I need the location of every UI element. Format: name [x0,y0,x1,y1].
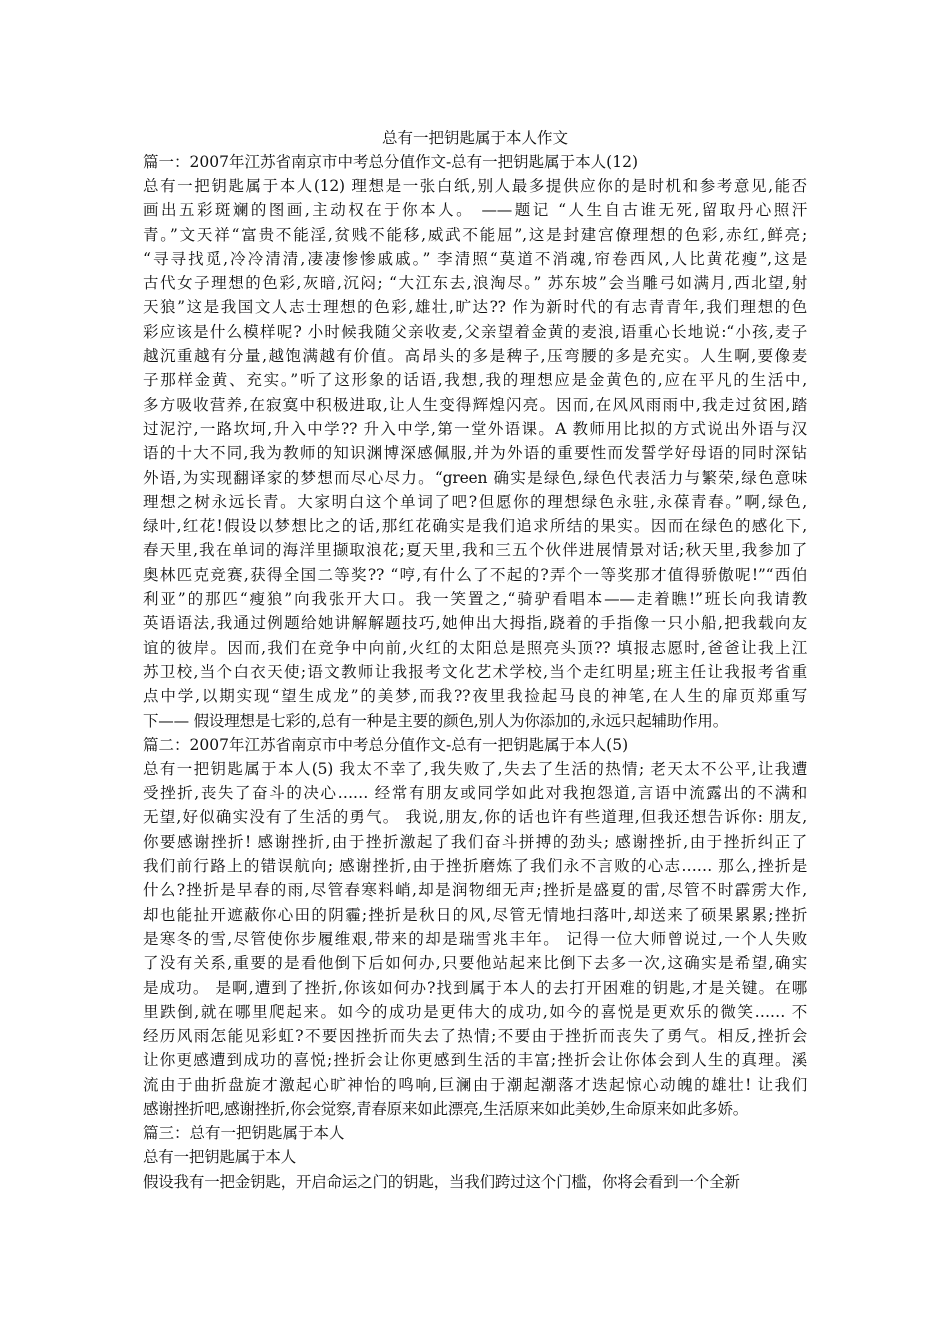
paragraph-line: 利亚”的那匹“瘦狼”向我张开大口。我一笑置之,“骑驴看唱本——走着瞧!”班长向我请教 [143,590,807,609]
paragraph-line: 流由于曲折盘旋才激起心旷神怡的鸣响,巨澜由于潮起潮落才迭起惊心动魄的雄壮! 让我们 [143,1075,807,1094]
paragraph-line: 苏卫校,当个白衣天使;语文教师让我报考文化艺术学校,当个走红明星;班主任让我报考省重 [143,662,807,681]
paragraph-line: 春天里,我在单词的海洋里撷取浪花;夏天里,我和三五个伙伴进展情景对话;秋天里,我参加了 [143,541,807,560]
paragraph-line: 古代女子理想的色彩,灰暗,沉闷; “大江东去,浪淘尽。” 苏东坡”会当雕弓如满月,西北望,射 [143,274,807,293]
paragraph-line: 天狼”这是我国文人志士理想的色彩,雄壮,旷达?? 作为新时代的有志青青年,我们理想的色 [143,298,807,317]
paragraph-line: 你要感谢挫折! 感谢挫折,由于挫折激起了我们奋斗拼搏的劲头; 感谢挫折,由于挫折纠正了 [143,832,807,851]
document-page [143,126,807,1194]
paragraph-line: 越沉重越有分量,越饱满越有价值。高昂头的多是稗子,压弯腰的多是充实。人生啊,要像麦 [143,347,807,366]
paragraph-line: 谊的彼岸。因而,我们在竞争中向前,火红的太阳总是照亮头顶?? 填报志愿时,爸爸让我上江 [143,638,807,657]
paragraph-line: 我们前行路上的错误航向; 感谢挫折,由于挫折磨炼了我们永不言败的心志…… 那么,挫折是 [143,857,807,876]
paragraph-line: 受挫折,丧失了奋斗的决心…… 经常有朋友或同学如此对我抱怨道,言语中流露出的不满和 [143,784,807,803]
paragraph-line: 多方吸收营养,在寂寞中积极进取,让人生变得辉煌闪亮。因而,在风风雨雨中,我走过贫困,踏 [143,395,807,414]
paragraph-line: 却也能扯开遮蔽你心田的阴霾;挫折是秋日的风,尽管无情地扫落叶,却送来了硕果累累;挫折 [143,905,807,924]
paragraph-line: 绿叶,红花!假设以梦想比之的话,那红花确实是我们追求所结的果实。因而在绿色的感化下, [143,517,807,536]
paragraph-line: 奥林匹克竞赛,获得全国二等奖?? “哼,有什么了不起的?弄个一等奖那才值得骄傲呢!”“西伯 [143,565,807,584]
section-heading: 篇二：2007年江苏省南京市中考总分值作文-总有一把钥匙属于本人(5) [143,735,629,754]
paragraph-line: 子那样金黄、充实。”听了这形象的话语,我想,我的理想应是金黄色的,应在平凡的生活中, [143,371,807,390]
paragraph-line: 是成功。 是啊,遭到了挫折,你该如何办?找到属于本人的去打开困难的钥匙,才是关键。在哪 [143,978,807,997]
paragraph-line: 画出五彩斑斓的图画,主动权在于你本人。 ——题记 “人生自古谁无死,留取丹心照汗 [143,201,807,220]
paragraph-line: 无望,好似确实没有了生活的勇气。 我说,朋友,你的话也许有些道理,但我还想告诉你: 朋友, [143,808,807,827]
document-body [143,150,807,1194]
paragraph-line: “寻寻找觅,冷冷清清,凄凄惨惨戚戚。” 李清照“莫道不消魂,帘卷西风,人比黄花瘦”,这是 [143,249,807,268]
section-paragraph [143,757,807,1121]
paragraph-line: 总有一把钥匙属于本人 [143,1148,297,1167]
paragraph-line: 经历风雨怎能见彩虹?不要因挫折而失去了热情;不要由于挫折而丧失了勇气。相反,挫折会 [143,1027,807,1046]
paragraph-line: 青。”文天祥“富贵不能淫,贫贱不能移,威武不能屈”,这是封建宫僚理想的色彩,赤红,鲜亮; [143,225,807,244]
paragraph-line: 了没有关系,重要的是看他倒下后如何办,只要他站起来比倒下去多一次,这确实是希望,确实 [143,954,807,973]
section-paragraph [143,174,807,733]
paragraph-line: 彩应该是什么模样呢? 小时候我随父亲收麦,父亲望着金黄的麦浪,语重心长地说:“小孩,麦子 [143,322,807,341]
paragraph-line: 什么?挫折是早春的雨,尽管春寒料峭,却是润物细无声;挫折是盛夏的雷,尽管不时霹雳大作, [143,881,807,900]
paragraph-line: 语的十大不同,我为教师的知识渊博深感佩服,并为外语的重要性而发誓学好母语的同时深钻 [143,444,807,463]
paragraph-line: 英语语法,我通过例题给她讲解解题技巧,她伸出大拇指,跷着的手指像一只小船,把我载向友 [143,614,807,633]
paragraph-line: 里跌倒,就在哪里爬起来。如今的成功是更伟大的成功,如今的喜悦是更欢乐的微笑…… 不 [143,1002,807,1021]
section-paragraph [143,1145,807,1194]
paragraph-line: 点中学,以期实现“望生成龙”的美梦,而我??夜里我捡起马良的神笔,在人生的扉页郑重写 [143,687,807,706]
section-heading: 篇一：2007年江苏省南京市中考总分值作文-总有一把钥匙属于本人(12) [143,153,639,171]
paragraph-line: 感谢挫折吧,感谢挫折,你会觉察,青春原来如此漂亮,生活原来如此美妙,生命原来如此多娇。 [143,1099,749,1118]
paragraph-line: 总有一把钥匙属于本人(5) 我太不幸了,我失败了,失去了生活的热情; 老天太不公平,让我遭 [143,759,807,778]
paragraph-line: 让你更感遭到成功的喜悦;挫折会让你更感到生活的丰富;挫折会让你体会到人生的真理。溪 [143,1051,807,1070]
paragraph-line: 总有一把钥匙属于本人(12) 理想是一张白纸,别人最多提供应你的是时机和参考意见,能否 [143,177,807,195]
section-heading: 篇三：总有一把钥匙属于本人 [143,1124,345,1143]
paragraph-line: 下—— 假设理想是七彩的,总有一种是主要的颜色,别人为你添加的,永远只起辅助作用。 [143,711,729,730]
paragraph-line: 假设我有一把金钥匙，开启命运之门的钥匙，当我们跨过这个门槛，你将会看到一个全新 [143,1172,740,1191]
paragraph-line: 理想之树永远长青。大家明白这个单词了吧?但愿你的理想绿色永驻,永葆青春。”啊,绿色, [143,492,807,511]
paragraph-line: 是寒冬的雪,尽管使你步履维艰,带来的却是瑞雪兆丰年。 记得一位大师曾说过,一个人失败 [143,929,807,948]
paragraph-line: 外语,为实现翻译家的梦想而尽心尽力。“green 确实是绿色,绿色代表活力与繁荣,绿色意味 [143,468,807,487]
document-title: 总有一把钥匙属于本人作文 [381,129,568,147]
paragraph-line: 过泥泞,一路坎坷,升入中学?? 升入中学,第一堂外语课。A 教师用比拟的方式说出外语与汉 [143,419,807,438]
